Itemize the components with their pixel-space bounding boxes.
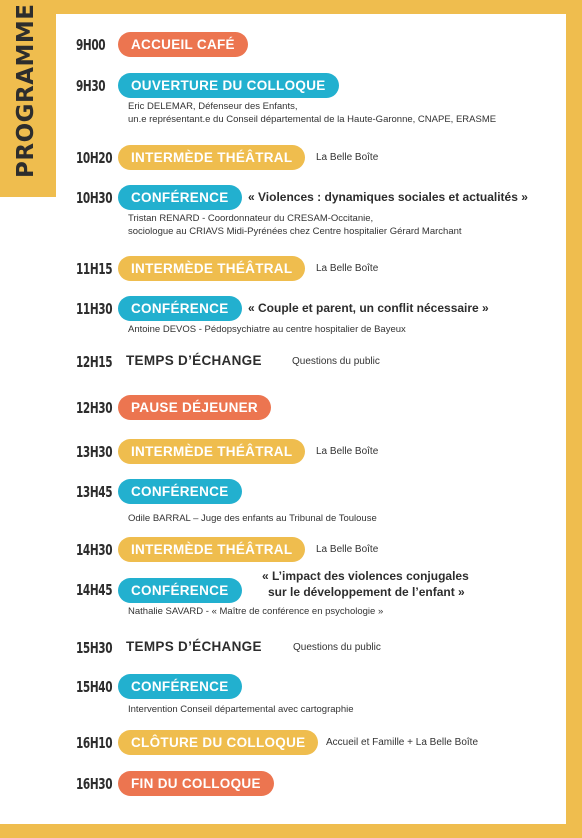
event-detail: La Belle Boîte xyxy=(316,544,379,555)
event-badge: INTERMÈDE THÉÂTRAL xyxy=(118,439,305,464)
time-label: 11H30 xyxy=(76,300,113,318)
event-badge: CONFÉRENCE xyxy=(118,296,242,321)
time-label: 14H45 xyxy=(76,581,113,599)
event-label: TEMPS D’ÉCHANGE xyxy=(126,353,262,368)
talk-title: « Couple et parent, un conflit nécessaire » xyxy=(248,301,489,315)
time-label: 13H30 xyxy=(76,443,113,461)
event-badge: CONFÉRENCE xyxy=(118,185,242,210)
time-label: 10H30 xyxy=(76,189,113,207)
time-label: 9H30 xyxy=(76,77,106,95)
event-badge: CONFÉRENCE xyxy=(118,578,242,603)
event-badge: INTERMÈDE THÉÂTRAL xyxy=(118,537,305,562)
time-label: 10H20 xyxy=(76,149,113,167)
speaker-line: sociologue au CRIAVS Midi-Pyrénées chez Centre hospitalier Gérard Marchant xyxy=(128,226,462,237)
event-badge: CONFÉRENCE xyxy=(118,674,242,699)
event-detail: Accueil et Famille + La Belle Boîte xyxy=(326,737,479,748)
programme-sheet xyxy=(0,3,566,824)
event-detail: Questions du public xyxy=(292,356,380,367)
event-badge: CLÔTURE DU COLLOQUE xyxy=(118,730,318,755)
event-badge: ACCUEIL CAFÉ xyxy=(118,32,248,57)
speaker-line: Nathalie SAVARD - « Maître de conférence en psychologie » xyxy=(128,606,384,617)
time-label: 14H30 xyxy=(76,541,113,559)
talk-title: « L’impact des violences conjugales xyxy=(262,569,469,583)
speaker-line: Odile BARRAL – Juge des enfants au Tribunal de Toulouse xyxy=(128,513,377,524)
event-badge: OUVERTURE DU COLLOQUE xyxy=(118,73,339,98)
talk-title: sur le développement de l’enfant » xyxy=(268,585,465,599)
event-detail: La Belle Boîte xyxy=(316,152,379,163)
time-label: 13H45 xyxy=(76,483,113,501)
speaker-line: Antoine DEVOS - Pédopsychiatre au centre hospitalier de Bayeux xyxy=(128,324,406,335)
time-label: 16H10 xyxy=(76,734,113,752)
talk-title: « Violences : dynamiques sociales et actualités » xyxy=(248,190,528,204)
event-badge: PAUSE DÉJEUNER xyxy=(118,395,271,420)
speaker-line: un.e représentant.e du Conseil départemental de la Haute-Garonne, CNAPE, ERASME xyxy=(128,114,497,125)
time-label: 16H30 xyxy=(76,775,113,793)
time-label: 15H30 xyxy=(76,639,113,657)
time-label: 12H15 xyxy=(76,353,113,371)
event-detail: La Belle Boîte xyxy=(316,263,379,274)
speaker-line: Intervention Conseil départemental avec cartographie xyxy=(128,704,354,715)
speaker-line: Eric DELEMAR, Défenseur des Enfants, xyxy=(128,101,298,112)
event-badge: INTERMÈDE THÉÂTRAL xyxy=(118,145,305,170)
time-label: 12H30 xyxy=(76,399,113,417)
event-badge: INTERMÈDE THÉÂTRAL xyxy=(118,256,305,281)
programme-title: PROGRAMME xyxy=(13,3,39,178)
time-label: 11H15 xyxy=(76,260,113,278)
event-detail: Questions du public xyxy=(293,642,381,653)
event-badge: CONFÉRENCE xyxy=(118,479,242,504)
time-label: 15H40 xyxy=(76,678,113,696)
time-label: 9H00 xyxy=(76,36,106,54)
event-badge: FIN DU COLLOQUE xyxy=(118,771,274,796)
event-label: TEMPS D’ÉCHANGE xyxy=(126,639,262,654)
speaker-line: Tristan RENARD - Coordonnateur du CRESAM-Occitanie, xyxy=(128,213,374,224)
event-detail: La Belle Boîte xyxy=(316,446,379,457)
